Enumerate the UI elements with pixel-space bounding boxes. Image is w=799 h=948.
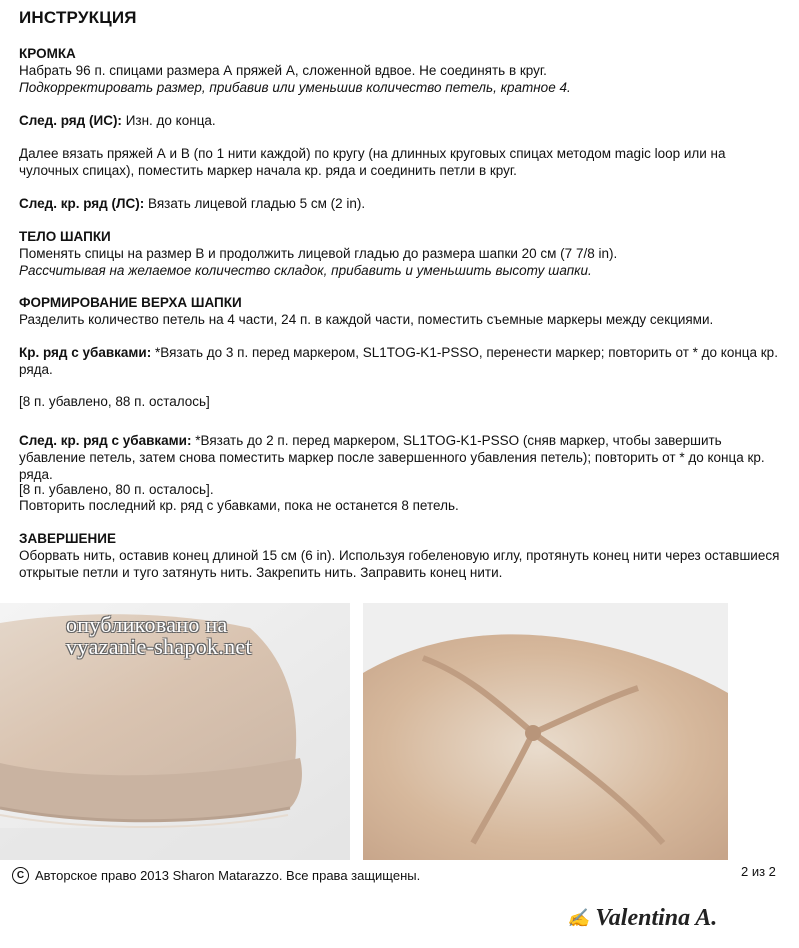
copyright-text: Авторское право 2013 Sharon Matarazzo. Все права защищены. [35,868,421,883]
edge-row-ws-label: След. ряд (ИС): [19,113,122,128]
edge-row-rs-text: Вязать лицевой гладью 5 см (2 in). [144,196,366,211]
crown-next-label: След. кр. ряд с убавками: [19,433,192,448]
crown-dec-text: *Вязать до 3 п. перед маркером, SL1TOG-K1-PSSO, перенести маркер; повторить от * до конца кр. ряда. [19,345,778,377]
crown-heading: ФОРМИРОВАНИЕ ВЕРХА ШАПКИ [19,295,242,310]
edge-paragraph: Далее вязать пряжей А и В (по 1 нити каждой) по кругу (на длинных круговых спицах методом magic loop или на чулочных спицах), поместить маркер начала кр. ряда и соединить петли в круг. [19,146,726,178]
edge-row-ws-text: Изн. до конца. [121,113,216,128]
edge-line2: Подкорректировать размер, прибавив или уменьшив количество петель, кратное 4. [19,80,571,95]
finish-heading: ЗАВЕРШЕНИЕ [19,531,116,546]
crown-next-result: [8 п. убавлено, 80 п. осталось]. [19,482,214,497]
copyright-notice [12,867,420,884]
watermark [66,614,252,658]
crown-repeat: Повторить последний кр. ряд с убавками, пока не останется 8 петель. [19,498,459,513]
pen-icon: ✍ [567,908,590,928]
watermark-line2: vyazanie-shapok.net [66,634,252,659]
body-line2: Рассчитывая на желаемое количество складок, прибавить и уменьшить высоту шапки. [19,263,592,278]
crown-next-row [19,432,779,483]
crown-next-text: *Вязать до 2 п. перед маркером, SL1TOG-K1-PSSO (сняв маркер, чтобы завершить убавление петель, затем снова поместить маркер после завершенного убавления петель); повторить от * до конца кр. ряда. [19,433,765,482]
crown-dec-row [19,344,779,378]
edge-heading: КРОМКА [19,46,76,61]
edge-row-ws [19,112,789,129]
signature [567,905,717,932]
crown-line1: Разделить количество петель на 4 части, 24 п. в каждой части, поместить съемные маркеры между секциями. [19,312,714,327]
edge-line1: Набрать 96 п. спицами размера А пряжей А, сложенной вдвое. Не соединять в круг. [19,63,547,78]
page-number: 2 из 2 [741,864,776,879]
edge-row-rs [19,195,789,212]
body-heading: ТЕЛО ШАПКИ [19,229,111,244]
hat-photo-crown [363,603,728,860]
page-title: ИНСТРУКЦИЯ [19,8,137,27]
copyright-icon: C [12,867,29,884]
signature-text: Valentina A. [595,905,718,931]
crown-dec-result: [8 п. убавлено, 88 п. осталось] [19,394,210,409]
body-line1: Поменять спицы на размер В и продолжить лицевой гладью до размера шапки 20 см (7 7/8 in). [19,246,618,261]
finish-text: Оборвать нить, оставив конец длиной 15 см (6 in). Используя гобеленовую иглу, протянуть конец нити через оставшиеся открытые петли и туго затянуть нить. Закрепить нить. Заправить конец нити. [19,548,780,580]
crown-dec-label: Кр. ряд с убавками: [19,345,152,360]
edge-row-rs-label: След. кр. ряд (ЛС): [19,196,145,211]
watermark-line1: опубликовано на [66,612,228,637]
